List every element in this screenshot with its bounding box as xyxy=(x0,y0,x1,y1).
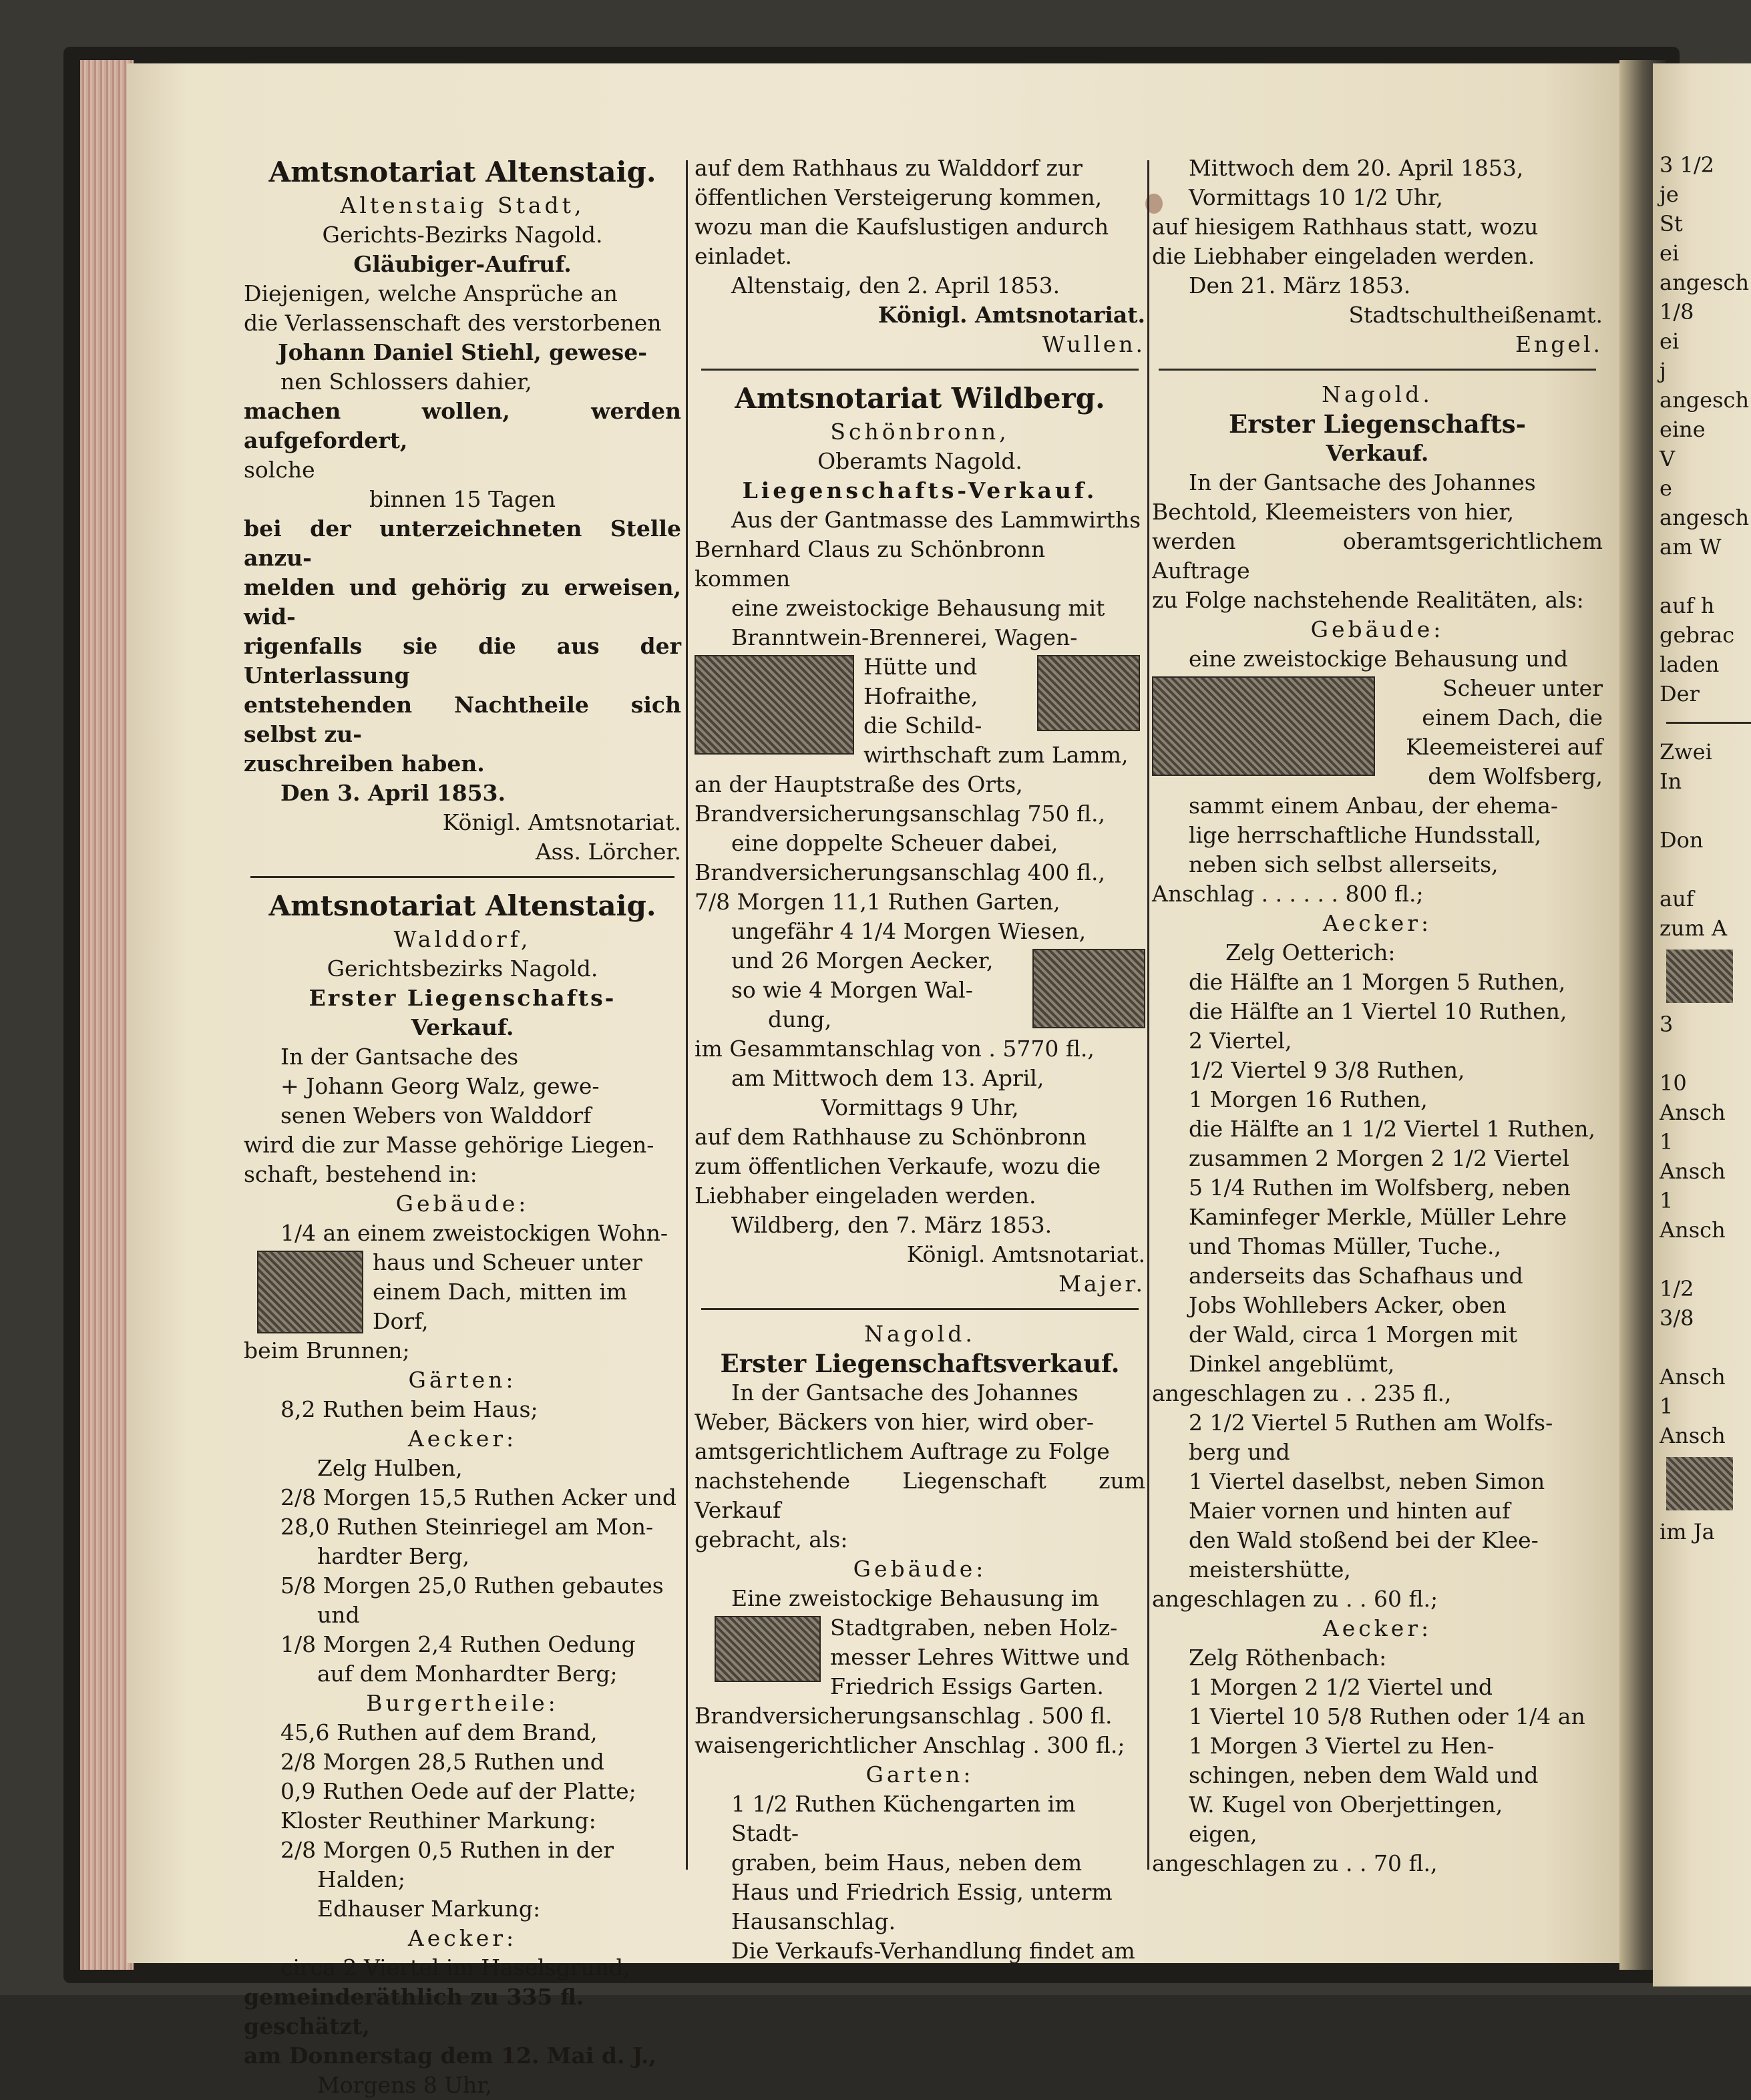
text-line: bei der unterzeichneten Stelle anzu- xyxy=(244,515,681,571)
text-line: ungefähr 4 1/4 Morgen Wiesen, xyxy=(731,918,1087,944)
column-2 xyxy=(695,154,1145,1966)
inn-illustration xyxy=(695,655,854,755)
text-line: Friedrich Essigs Garten. xyxy=(830,1673,1104,1699)
text-line: nen Schlossers dahier, xyxy=(280,369,532,395)
signature-name: Engel. xyxy=(1515,331,1603,357)
facing-page-line: angesch xyxy=(1660,387,1750,413)
page-edges xyxy=(80,60,134,1970)
text-line: berg und xyxy=(1189,1439,1290,1465)
text-line: waisengerichtlicher Anschlag . 300 fl.; xyxy=(695,1732,1125,1758)
section-rule xyxy=(701,1308,1139,1310)
signature-office: Stadtschultheißenamt. xyxy=(1348,302,1603,328)
facing-page-line: Ansch xyxy=(1660,1159,1726,1184)
signature-name: Majer. xyxy=(1058,1271,1145,1297)
facing-page-line: Zwei xyxy=(1660,739,1712,765)
place-line: Schönbronn, xyxy=(830,419,1010,445)
facing-page-line: 1 xyxy=(1660,1129,1674,1154)
text-line: Dinkel angeblümt, xyxy=(1189,1351,1395,1377)
facing-page-line: eine xyxy=(1660,417,1706,442)
text-line: In der Gantsache des Johannes xyxy=(731,1380,1079,1406)
text-line: eine doppelte Scheuer dabei, xyxy=(731,830,1058,856)
section-rule xyxy=(1666,722,1751,724)
text-line: eigen, xyxy=(1189,1821,1257,1847)
text-line-emphasis: binnen 15 Tagen xyxy=(369,486,556,512)
text-line: angeschlagen zu . . 235 fl., xyxy=(1152,1380,1452,1406)
notice-title: Liegenschafts-Verkauf. xyxy=(742,477,1098,503)
text-line: haus und Scheuer unter xyxy=(373,1249,642,1275)
text-line: Scheuer unter xyxy=(1442,675,1603,701)
place-heading: Nagold. xyxy=(864,1321,976,1347)
text-line: 1/4 an einem zweistockigen Wohn- xyxy=(280,1220,668,1246)
text-line: und Thomas Müller, Tuche., xyxy=(1189,1233,1501,1259)
text-line: eine zweistockige Behausung mit xyxy=(731,595,1105,621)
text-line: amtsgerichtlichem Auftrage zu Folge xyxy=(695,1438,1110,1464)
facing-page-line: gebrac xyxy=(1660,622,1735,648)
text-line: dem Wolfsberg, xyxy=(1428,763,1603,789)
text-line: 0,9 Ruthen Oede auf der Platte; xyxy=(280,1778,636,1804)
section-label: Garten: xyxy=(865,1761,974,1788)
text-line: 2/8 Morgen 15,5 Ruthen Acker und xyxy=(280,1484,677,1510)
text-line: die Liebhaber eingeladen werden. xyxy=(1152,243,1535,269)
text-line: W. Kugel von Oberjettingen, xyxy=(1189,1792,1503,1818)
signature-office: Königl. Amtsnotariat. xyxy=(906,1241,1145,1267)
column-rule-1 xyxy=(686,160,688,1870)
text-line: die Hälfte an 1 1/2 Viertel 1 Ruthen, xyxy=(1189,1116,1596,1142)
column-1 xyxy=(244,154,681,2100)
text-line: graben, beim Haus, neben dem xyxy=(731,1850,1083,1876)
notice-heading: Amtsnotariat Altenstaig. xyxy=(268,156,656,188)
facing-page-line xyxy=(1653,1245,1751,1274)
facing-page-fragments-end xyxy=(1653,1517,1751,1546)
text-line: 1/8 Morgen 2,4 Ruthen Oedung xyxy=(280,1631,636,1657)
text-line: wird die zur Masse gehörige Liegen- xyxy=(244,1132,654,1158)
text-line: Zelg Hulben, xyxy=(317,1455,463,1481)
text-line: Johann Daniel Stiehl, gewese- xyxy=(278,339,647,365)
notice-title: Verkauf. xyxy=(411,1014,514,1040)
place-line: Altenstaig Stadt, xyxy=(340,192,585,218)
notice-title: Verkauf. xyxy=(1326,440,1429,466)
notice-title: Erster Liegenschafts- xyxy=(309,985,616,1011)
text-line: Bernhard Claus zu Schönbronn xyxy=(695,536,1046,562)
notice-title: Erster Liegenschafts- xyxy=(1229,409,1526,439)
signature-name: Ass. Lörcher. xyxy=(535,839,681,865)
text-line: + Johann Georg Walz, gewe- xyxy=(280,1073,600,1099)
text-line: gemeinderäthlich zu 335 fl. geschätzt, xyxy=(244,1984,584,2039)
text-line: zusammen 2 Morgen 2 1/2 Viertel xyxy=(1189,1145,1569,1171)
facing-page-line: angesch xyxy=(1660,505,1750,530)
text-line: 1 Morgen 2 1/2 Viertel und xyxy=(1189,1674,1493,1700)
text-line: 1 Viertel daselbst, neben Simon xyxy=(1189,1468,1545,1494)
text-line: öffentlichen Versteigerung kommen, xyxy=(695,184,1103,210)
place-line: Walddorf, xyxy=(393,926,532,952)
text-line: Brandversicherungsanschlag 750 fl., xyxy=(695,801,1106,827)
text-line: In der Gantsache des xyxy=(280,1044,519,1070)
facing-page-line: auf h xyxy=(1660,593,1715,618)
column-rule-2 xyxy=(1147,160,1149,1870)
text-line: angeschlagen zu . . 70 fl., xyxy=(1152,1850,1438,1876)
text-line: Kleemeisterei auf xyxy=(1406,734,1603,760)
section-label: Gärten: xyxy=(408,1367,517,1393)
text-line: 1 Viertel 10 5/8 Ruthen oder 1/4 an xyxy=(1189,1703,1585,1729)
text-line: den Wald stoßend bei der Klee- xyxy=(1189,1527,1539,1553)
facing-page-line: laden xyxy=(1660,652,1720,677)
text-line: Branntwein-Brennerei, Wagen- xyxy=(731,624,1078,650)
text-line: schaft, bestehend in: xyxy=(244,1161,477,1187)
section-label: Aecker: xyxy=(407,1925,518,1951)
text-line: Stadtgraben, neben Holz- xyxy=(830,1615,1118,1641)
text-line: 2/8 Morgen 0,5 Ruthen in der xyxy=(280,1837,614,1863)
text-line: zum öffentlichen Verkaufe, wozu die xyxy=(695,1153,1101,1179)
text-line: senen Webers von Walddorf xyxy=(280,1102,592,1128)
text-line: am Donnerstag dem 12. Mai d. J., xyxy=(244,2043,656,2069)
district-line: Oberamts Nagold. xyxy=(817,448,1022,474)
text-line: Hofraithe, xyxy=(863,683,978,709)
section-label: Aecker: xyxy=(407,1426,518,1452)
date-line: Altenstaig, den 2. April 1853. xyxy=(731,272,1060,298)
facing-page-fragments-middle xyxy=(1653,737,1751,943)
text-line: hardter Berg, xyxy=(317,1543,470,1569)
text-line: Weber, Bäckers von hier, wird ober- xyxy=(695,1409,1095,1435)
text-line: Hütte und xyxy=(863,654,978,680)
text-line: zu Folge nachstehende Realitäten, als: xyxy=(1152,587,1584,613)
facing-page-line: St xyxy=(1660,211,1683,236)
facing-page-line: 3 xyxy=(1660,1012,1674,1037)
text-line: 5 1/4 Ruthen im Wolfsberg, neben xyxy=(1189,1175,1571,1201)
text-line: werden oberamtsgerichtlichem Auftrage xyxy=(1152,528,1603,584)
text-line: wirthschaft zum Lamm, xyxy=(863,742,1129,768)
signature-office: Königl. Amtsnotariat. xyxy=(878,302,1145,328)
text-line: 1 Morgen 3 Viertel zu Hen- xyxy=(1189,1733,1495,1759)
text-line: 45,6 Ruthen auf dem Brand, xyxy=(280,1719,598,1745)
facing-page-line: Ansch xyxy=(1660,1423,1726,1448)
text-line: lige herrschaftliche Hundsstall, xyxy=(1189,822,1542,848)
text-line: melden und gehörig zu erweisen, wid- xyxy=(244,574,681,630)
facing-page-line: Ansch xyxy=(1660,1217,1726,1243)
district-line: Gerichts-Bezirks Nagold. xyxy=(322,222,603,248)
text-line: am Mittwoch dem 13. April, xyxy=(731,1065,1044,1091)
text-line: Zelg Oetterich: xyxy=(1225,939,1396,966)
text-line: der Wald, circa 1 Morgen mit xyxy=(1189,1321,1518,1347)
facing-page-line xyxy=(1653,796,1751,825)
facing-page-illustration xyxy=(1666,1457,1733,1510)
text-line: so wie 4 Morgen Wal- xyxy=(731,977,973,1003)
text-line: Eine zweistockige Behausung im xyxy=(731,1585,1099,1611)
text-line: Anschlag . . . . . . 800 fl.; xyxy=(1152,881,1424,907)
facing-page-fragments-lower xyxy=(1653,1010,1751,1450)
text-line: nachstehende Liegenschaft zum Verkauf xyxy=(695,1468,1145,1523)
notice-heading: Amtsnotariat Altenstaig. xyxy=(268,889,656,922)
text-line: Brandversicherungsanschlag 400 fl., xyxy=(695,859,1106,885)
text-line: 2 1/2 Viertel 5 Ruthen am Wolfs- xyxy=(1189,1410,1553,1436)
facing-page-line: ei xyxy=(1660,329,1680,354)
facing-page-line: je xyxy=(1660,182,1679,207)
text-line: auf hiesigem Rathhaus statt, wozu xyxy=(1152,214,1539,240)
text-line: beim Brunnen; xyxy=(244,1337,410,1363)
date-line: Den 3. April 1853. xyxy=(280,780,506,806)
section-label: Gebäude: xyxy=(395,1191,530,1217)
facing-page xyxy=(1653,63,1751,1986)
forest-illustration xyxy=(1032,949,1145,1028)
text-line: die Hälfte an 1 Morgen 5 Ruthen, xyxy=(1189,969,1566,995)
text-line: kommen xyxy=(695,566,791,592)
facing-page-line: In xyxy=(1660,769,1682,794)
facing-page-line: auf xyxy=(1660,886,1694,911)
text-line: Halden; xyxy=(317,1866,406,1892)
text-line: einem Dach, mitten im Dorf, xyxy=(373,1279,627,1334)
text-line: Mittwoch dem 20. April 1853, xyxy=(1189,155,1524,181)
notice-title: Gläubiger-Aufruf. xyxy=(353,251,572,277)
facing-page-line: 1/2 xyxy=(1660,1276,1694,1301)
text-line: die Hälfte an 1 Viertel 10 Ruthen, xyxy=(1189,998,1567,1024)
section-rule xyxy=(701,369,1139,371)
text-line: Vormittags 9 Uhr, xyxy=(821,1094,1019,1120)
facing-page-line: j xyxy=(1660,358,1666,383)
text-line: Brandversicherungsanschlag . 500 fl. xyxy=(695,1703,1113,1729)
facing-page-line: Ansch xyxy=(1660,1364,1726,1390)
facing-page-line xyxy=(1653,1039,1751,1068)
text-line: im Gesammtanschlag von . 5770 fl., xyxy=(695,1036,1095,1062)
text-line: auf dem Rathhaus zu Walddorf zur xyxy=(695,155,1083,181)
facing-page-line: 3 1/2 xyxy=(1660,152,1715,178)
section-label: Aecker: xyxy=(1322,910,1432,936)
text-line: neben sich selbst allerseits, xyxy=(1189,851,1499,877)
text-line: In der Gantsache des Johannes xyxy=(1189,469,1536,495)
text-line: angeschlagen zu . . 60 fl.; xyxy=(1152,1586,1438,1612)
text-line: eine zweistockige Behausung und xyxy=(1189,646,1568,672)
text-line: 8,2 Ruthen beim Haus; xyxy=(280,1396,538,1422)
text-line: 2/8 Morgen 28,5 Ruthen und xyxy=(280,1749,604,1775)
text-line: auf dem Monhardter Berg; xyxy=(317,1661,618,1687)
signature-office: Königl. Amtsnotariat. xyxy=(442,809,681,835)
text-line: solche xyxy=(244,457,315,483)
text-line: schingen, neben dem Wald und xyxy=(1189,1762,1539,1788)
text-line: Liebhaber eingeladen werden. xyxy=(695,1183,1036,1209)
text-line: wozu man die Kaufslustigen andurch xyxy=(695,214,1109,240)
date-line: Wildberg, den 7. März 1853. xyxy=(731,1212,1052,1238)
text-line: meistershütte, xyxy=(1189,1556,1351,1583)
house-illustration xyxy=(257,1251,363,1333)
section-label: Burgertheile: xyxy=(366,1690,559,1716)
text-line: 1/2 Viertel 9 3/8 Ruthen, xyxy=(1189,1057,1465,1083)
facing-page-line: im Ja xyxy=(1660,1519,1715,1544)
facing-page-line xyxy=(1653,1333,1751,1362)
text-line: messer Lehres Wittwe und xyxy=(830,1644,1130,1670)
facing-page-line xyxy=(1653,562,1751,591)
text-line: auf dem Rathhause zu Schönbronn xyxy=(695,1124,1087,1150)
text-line: Kloster Reuthiner Markung: xyxy=(280,1808,596,1834)
facing-page-line: 1/8 xyxy=(1660,299,1694,325)
text-line: Maier vornen und hinten auf xyxy=(1189,1498,1511,1524)
text-line: Die Verkaufs-Verhandlung findet am xyxy=(731,1938,1135,1964)
text-line: machen wollen, werden aufgefordert, xyxy=(244,398,681,453)
text-line: und 26 Morgen Aecker, xyxy=(731,948,994,974)
text-line: die Verlassenschaft des verstorbenen xyxy=(244,310,662,336)
text-line: entstehenden Nachtheile sich selbst zu- xyxy=(244,692,681,747)
facing-page-line: angesch xyxy=(1660,270,1750,295)
date-line: Den 21. März 1853. xyxy=(1189,272,1411,298)
facing-page-line xyxy=(1653,855,1751,884)
text-line: 1 1/2 Ruthen Küchengarten im Stadt- xyxy=(731,1791,1076,1846)
section-label: Aecker: xyxy=(1322,1615,1432,1641)
text-line: rigenfalls sie die aus der Unterlassung xyxy=(244,633,681,688)
facing-page-line: V xyxy=(1660,446,1676,471)
facing-page-line: am W xyxy=(1660,534,1722,560)
text-line: 5/8 Morgen 25,0 Ruthen gebautes xyxy=(280,1572,664,1599)
facing-page-line: Der xyxy=(1660,681,1700,706)
facing-page-line: 1 xyxy=(1660,1394,1674,1419)
facing-page-illustration xyxy=(1666,950,1733,1003)
text-line: sammt einem Anbau, der ehema- xyxy=(1189,793,1559,819)
text-line: Bechtold, Kleemeisters von hier, xyxy=(1152,499,1515,525)
text-line: Edhauser Markung: xyxy=(317,1896,541,1922)
facing-page-line: 1 xyxy=(1660,1188,1674,1213)
text-line: Aus der Gantmasse des Lammwirths xyxy=(731,507,1141,533)
text-line: Kaminfeger Merkle, Müller Lehre xyxy=(1189,1204,1567,1230)
text-line: gebracht, als: xyxy=(695,1526,848,1552)
text-line: 7/8 Morgen 11,1 Ruthen Garten, xyxy=(695,889,1060,915)
place-heading: Nagold. xyxy=(1322,381,1433,407)
facing-page-line: Don xyxy=(1660,827,1704,853)
facing-page-line: e xyxy=(1660,475,1672,501)
facing-page-line: ei xyxy=(1660,240,1680,266)
text-line: Haus und Friedrich Essig, unterm xyxy=(731,1879,1113,1905)
house-illustration xyxy=(715,1616,821,1682)
facing-page-line: Ansch xyxy=(1660,1100,1726,1125)
text-line: einem Dach, die xyxy=(1422,704,1603,730)
text-line: zuschreiben haben. xyxy=(244,751,485,777)
facing-page-fragments-top xyxy=(1653,150,1751,708)
text-line: Hausanschlag. xyxy=(731,1908,896,1934)
section-rule xyxy=(1159,369,1596,371)
text-line: und xyxy=(317,1602,360,1628)
text-line: anderseits das Schafhaus und xyxy=(1189,1263,1523,1289)
section-label: Gebäude: xyxy=(1310,616,1444,642)
text-line: die Schild- xyxy=(863,712,982,739)
facing-page-line: 10 xyxy=(1660,1070,1687,1096)
text-line: 2 Viertel, xyxy=(1189,1028,1292,1054)
text-line: Morgens 8 Uhr, xyxy=(317,2072,492,2098)
notice-heading: Amtsnotariat Wildberg. xyxy=(735,382,1105,415)
facing-page-line: 3/8 xyxy=(1660,1305,1694,1331)
signature-name: Wullen. xyxy=(1042,331,1145,357)
text-line: 28,0 Ruthen Steinriegel am Mon- xyxy=(280,1514,654,1540)
notice-title: Erster Liegenschaftsverkauf. xyxy=(720,1349,1120,1378)
text-line: an der Hauptstraße des Orts, xyxy=(695,771,1023,797)
text-line: Jobs Wohllebers Acker, oben xyxy=(1189,1292,1507,1318)
text-line: Vormittags 10 1/2 Uhr, xyxy=(1189,184,1443,210)
text-line: Zelg Röthenbach: xyxy=(1189,1645,1387,1671)
column-3 xyxy=(1152,154,1603,1878)
text-line: Diejenigen, welche Ansprüche an xyxy=(244,280,618,306)
farmstead-illustration xyxy=(1152,676,1375,776)
text-line: circa 2 Viertel im Haselsgrund, xyxy=(280,1954,630,1980)
section-rule xyxy=(250,876,674,878)
district-line: Gerichtsbezirks Nagold. xyxy=(327,956,598,982)
text-line: dung, xyxy=(768,1006,832,1032)
text-line: einladet. xyxy=(695,243,792,269)
facing-page-line: zum A xyxy=(1660,915,1728,941)
section-label: Gebäude: xyxy=(853,1556,987,1582)
brewery-illustration xyxy=(1037,655,1140,731)
text-line: 1 Morgen 16 Ruthen, xyxy=(1189,1086,1428,1112)
